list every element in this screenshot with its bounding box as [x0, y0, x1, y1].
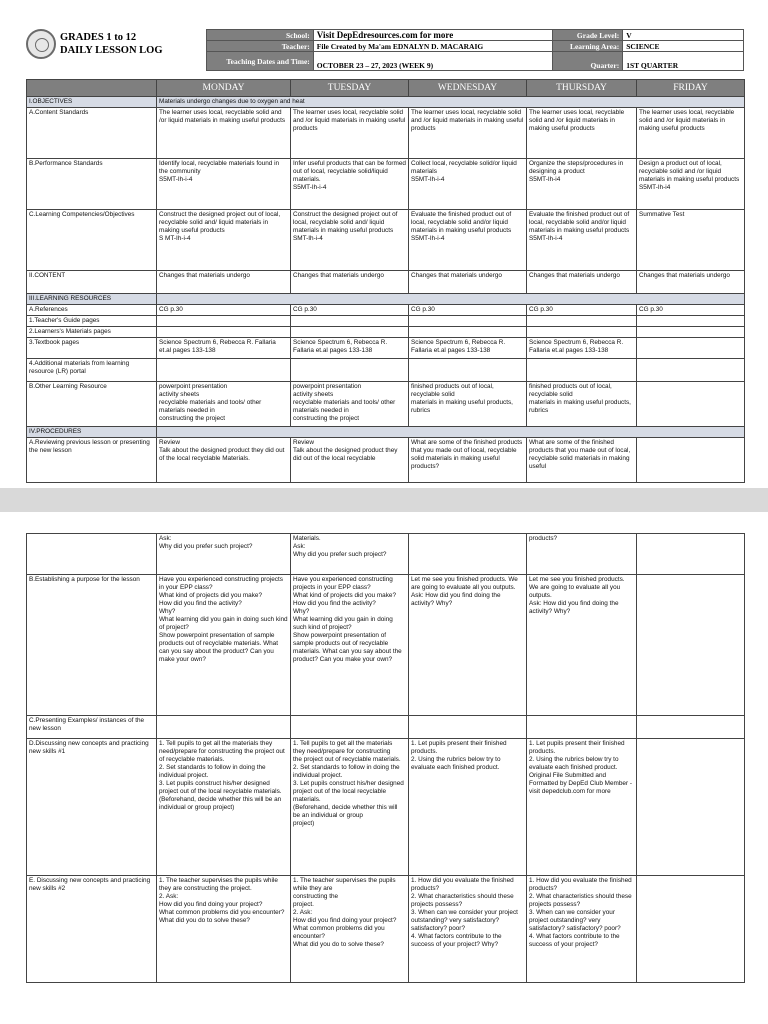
row-label: E. Discussing new concepts and practicing new skills #2: [27, 876, 157, 983]
row-label: 4.Additional materials from learning resource (LR) portal: [27, 359, 157, 382]
cell-thursday: [527, 316, 637, 327]
cell-tuesday: 1. Tell pupils to get all the materials they need/prepare for constructing the project out of recyclable materials. 2. Set standards to follow in doing the individual project. 3. Let pupils construct his/her designed project out of the local recyclable materials. (Beforehand, decide whether this will be an individual or group project): [291, 739, 409, 876]
cell-friday: [637, 739, 745, 876]
day-header-blank: [27, 80, 157, 97]
cell-tuesday: powerpoint presentation activity sheets recyclable materials and tools/ other materials needed in constructing the project: [291, 382, 409, 427]
row-label: D.Discussing new concepts and practicing new skills #1: [27, 739, 157, 876]
cell-tuesday: [291, 716, 409, 739]
cell-thursday: Let me see you finished products. We are going to evaluate all you outputs. Ask: How did you find doing the activity? Why?: [527, 575, 637, 716]
row-label: C.Learning Competencies/Objectives: [27, 210, 157, 271]
row-label: A.Reviewing previous lesson or presenting the new lesson: [27, 438, 157, 483]
cell-friday: [637, 359, 745, 382]
lesson-table-page-2: [26, 533, 745, 983]
lesson-log-header: [26, 29, 744, 73]
cell-wednesday: 1. How did you evaluate the finished products? 2. What characteristics should these projects possess? 3. When can we consider your project outstanding? very satisfactory? satisfactory? poor? 4. What factors contribute to the success of your project? Why?: [409, 876, 527, 983]
cell-monday: Review Talk about the designed product they did out of the local recyclable Materials.: [157, 438, 291, 483]
school-value: Visit DepEdresources.com for more: [313, 30, 553, 41]
row-label: IV.PROCEDURES: [27, 427, 157, 438]
cell-monday: Construct the designed project out of local, recyclable solid and/ liquid materials in making useful products S MT-Ih-i-4: [157, 210, 291, 271]
section-band-cell: [157, 294, 745, 305]
row-label: 1.Teacher's Guide pages: [27, 316, 157, 327]
table-row: [27, 382, 745, 427]
cell-wednesday: Changes that materials undergo: [409, 271, 527, 294]
cell-wednesday: What are some of the finished products that you made out of local, recyclable solid materials in making useful products?: [409, 438, 527, 483]
cell-friday: [637, 327, 745, 338]
cell-thursday: products?: [527, 534, 637, 575]
cell-friday: CG p.30: [637, 305, 745, 316]
row-label: B.Performance Standards: [27, 159, 157, 210]
grade-label: Grade Level:: [553, 30, 623, 41]
cell-tuesday: CG p.30: [291, 305, 409, 316]
cell-thursday: [527, 359, 637, 382]
row-label: B.Establishing a purpose for the lesson: [27, 575, 157, 716]
table-row: [27, 294, 745, 305]
cell-friday: Changes that materials undergo: [637, 271, 745, 294]
table-row: [27, 97, 745, 108]
cell-monday: 1. Tell pupils to get all the materials they need/prepare for constructing the project out of recyclable materials. 2. Set standards to follow in doing the individual project. 3. Let pupils construct his/her designed project out of the local recyclable materials. (Beforehand, decide whether this will be an individual or group project): [157, 739, 291, 876]
quarter-value: 1ST QUARTER: [623, 52, 744, 71]
cell-monday: 1. The teacher supervises the pupils while they are constructing the project. 2. Ask: How did you find doing your project? What common problems did you encounter? What did you do to solve these?: [157, 876, 291, 983]
cell-wednesday: The learner uses local, recyclable solid and /or liquid materials in making useful products: [409, 108, 527, 159]
day-header-friday: FRIDAY: [637, 80, 745, 97]
section-band-cell: [157, 427, 745, 438]
row-label: [27, 534, 157, 575]
row-label: II.CONTENT: [27, 271, 157, 294]
cell-monday: Changes that materials undergo: [157, 271, 291, 294]
dates-value: OCTOBER 23 – 27, 2023 (WEEK 9): [313, 52, 553, 71]
cell-tuesday: Review Talk about the designed product they did out of the local recyclable: [291, 438, 409, 483]
table-row: [27, 739, 745, 876]
dates-label: Teaching Dates and Time:: [207, 52, 314, 71]
table-row: [27, 338, 745, 359]
cell-tuesday: [291, 327, 409, 338]
cell-friday: The learner uses local, recyclable solid and /or liquid materials in making useful products: [637, 108, 745, 159]
table-row: [27, 359, 745, 382]
cell-wednesday: finished products out of local, recyclable solid materials in making useful products, rubrics: [409, 382, 527, 427]
cell-monday: powerpoint presentation activity sheets recyclable materials and tools/ other materials needed in constructing the project: [157, 382, 291, 427]
logo-text: [60, 31, 163, 57]
cell-tuesday: 1. The teacher supervises the pupils while they are constructing the project. 2. Ask: How did you find doing your project? What common problems did you encounter? What did you do to solve these?: [291, 876, 409, 983]
row-label: III.LEARNING RESOURCES: [27, 294, 157, 305]
cell-tuesday: The learner uses local, recyclable solid and /or liquid materials in making useful products: [291, 108, 409, 159]
cell-wednesday: [409, 359, 527, 382]
cell-tuesday: [291, 359, 409, 382]
table-row: [27, 316, 745, 327]
day-header-monday: MONDAY: [157, 80, 291, 97]
cell-monday: [157, 327, 291, 338]
day-header-row: [27, 80, 745, 97]
section-band-cell: Materials undergo changes due to oxygen and heat: [157, 97, 745, 108]
cell-friday: [637, 534, 745, 575]
table-row: [27, 716, 745, 739]
table-row: [27, 271, 745, 294]
page-1: [0, 0, 768, 488]
cell-monday: The learner uses local, recyclable solid and /or liquid materials in making useful products: [157, 108, 291, 159]
cell-thursday: [527, 327, 637, 338]
cell-tuesday: [291, 316, 409, 327]
cell-tuesday: Construct the designed project out of local, recyclable solid and/ liquid materials in making useful products SMT-Ih-i-4: [291, 210, 409, 271]
cell-monday: CG p.30: [157, 305, 291, 316]
logo-title: GRADES 1 to 12: [60, 32, 137, 43]
cell-monday: [157, 716, 291, 739]
cell-friday: [637, 575, 745, 716]
cell-monday: Ask: Why did you prefer such project?: [157, 534, 291, 575]
cell-tuesday: Infer useful products that can be formed out of local, recyclable solid/liquid materials. S5MT-Ih-i-4: [291, 159, 409, 210]
cell-wednesday: Science Spectrum 6, Rebecca R. Fallaria et.al pages 133-138: [409, 338, 527, 359]
area-value: SCIENCE: [623, 41, 744, 52]
cell-monday: Have you experienced constructing projects in your EPP class? What kind of projects did you make? How did you find the activity? Why? What learning did you gain in doing such kind of project? Show powerpoint presentation of sample products out of recyclable materials. What can you say about the product? Can you make your own?: [157, 575, 291, 716]
cell-wednesday: Collect local, recyclable solid/or liquid materials S5MT-Ih-i-4: [409, 159, 527, 210]
table-row: [27, 159, 745, 210]
cell-monday: [157, 316, 291, 327]
table-row: [27, 108, 745, 159]
cell-wednesday: [409, 534, 527, 575]
quarter-label: Quarter:: [553, 52, 623, 71]
day-header-wednesday: WEDNESDAY: [409, 80, 527, 97]
table-row: [27, 427, 745, 438]
row-label: I.OBJECTIVES: [27, 97, 157, 108]
row-label: 2.Learners's Materials pages: [27, 327, 157, 338]
cell-friday: [637, 316, 745, 327]
cell-thursday: 1. How did you evaluate the finished products? 2. What characteristics should these projects possess? 3. When can we consider your project outstanding? very satisfactory? satisfactory? poor? 4. What factors contribute to the success of your project?: [527, 876, 637, 983]
logo-subtitle: DAILY LESSON LOG: [60, 45, 163, 56]
cell-monday: Science Spectrum 6, Rebecca R. Fallaria et.al pages 133-138: [157, 338, 291, 359]
table-row: [27, 575, 745, 716]
school-label: School:: [207, 30, 314, 41]
row-label: B.Other Learning Resource: [27, 382, 157, 427]
teacher-value: File Created by Ma'am EDNALYN D. MACARAIG: [313, 41, 553, 52]
cell-thursday: Evaluate the finished product out of local, recyclable solid and/or liquid materials in making useful products S5MT-Ih-i-4: [527, 210, 637, 271]
cell-thursday: Science Spectrum 6, Rebecca R. Fallaria et.al pages 133-138: [527, 338, 637, 359]
cell-thursday: 1. Let pupils present their finished products. 2. Using the rubrics below try to evaluate each finished product. Original File Submitted and Formatted by DepEd Club Member - visit depedclub.com for more: [527, 739, 637, 876]
cell-thursday: CG p.30: [527, 305, 637, 316]
page-2: [0, 512, 768, 1024]
cell-friday: [637, 876, 745, 983]
cell-tuesday: Materials. Ask: Why did you prefer such project?: [291, 534, 409, 575]
cell-wednesday: Let me see you finished products. We are going to evaluate all you outputs. Ask: How did you find doing the activity? Why?: [409, 575, 527, 716]
table-row: [27, 210, 745, 271]
table-row: [27, 876, 745, 983]
cell-friday: [637, 716, 745, 739]
cell-thursday: Organize the steps/procedures in designing a product S5MT-Ih-i4: [527, 159, 637, 210]
area-label: Learning Area:: [553, 41, 623, 52]
cell-monday: [157, 359, 291, 382]
table-row: [27, 438, 745, 483]
cell-friday: Summative Test: [637, 210, 745, 271]
cell-wednesday: 1. Let pupils present their finished products. 2. Using the rubrics below try to evaluate each finished product.: [409, 739, 527, 876]
row-label: A.Content Standards: [27, 108, 157, 159]
deped-seal-icon: [26, 29, 56, 59]
cell-friday: [637, 438, 745, 483]
header-info-table: [206, 29, 744, 71]
row-label: C.Presenting Examples/ instances of the new lesson: [27, 716, 157, 739]
cell-monday: Identify local, recyclable materials found in the community S5MT-Ih-i-4: [157, 159, 291, 210]
row-label: A.References: [27, 305, 157, 316]
cell-friday: [637, 338, 745, 359]
day-header-tuesday: TUESDAY: [291, 80, 409, 97]
cell-wednesday: CG p.30: [409, 305, 527, 316]
cell-tuesday: Changes that materials undergo: [291, 271, 409, 294]
cell-tuesday: Science Spectrum 6, Rebecca R. Fallaria et.al pages 133-138: [291, 338, 409, 359]
row-label: 3.Textbook pages: [27, 338, 157, 359]
grade-value: V: [623, 30, 744, 41]
cell-friday: Design a product out of local, recyclable solid and /or liquid materials in making useful products S5MT-Ih-i4: [637, 159, 745, 210]
table-row: [27, 305, 745, 316]
table-row: [27, 534, 745, 575]
cell-wednesday: [409, 327, 527, 338]
cell-friday: [637, 382, 745, 427]
teacher-label: Teacher:: [207, 41, 314, 52]
cell-wednesday: Evaluate the finished product out of local, recyclable solid and/or liquid materials in making useful products S5MT-Ih-i-4: [409, 210, 527, 271]
cell-thursday: The learner uses local, recyclable solid and /or liquid materials in making useful products: [527, 108, 637, 159]
cell-thursday: [527, 716, 637, 739]
lesson-table-page-1: [26, 79, 745, 483]
cell-tuesday: Have you experienced constructing projects in your EPP class? What kind of projects did you make? How did you find the activity? Why? What learning did you gain in doing such kind of project? Show powerpoint presentation of sample products out of recyclable materials. What can you say about the product? Can you make your own?: [291, 575, 409, 716]
cell-wednesday: [409, 716, 527, 739]
cell-wednesday: [409, 316, 527, 327]
cell-thursday: What are some of the finished products that you made out of local, recyclable solid materials in making useful: [527, 438, 637, 483]
day-header-thursday: THURSDAY: [527, 80, 637, 97]
cell-thursday: finished products out of local, recyclable solid materials in making useful products, rubrics: [527, 382, 637, 427]
table-row: [27, 327, 745, 338]
cell-thursday: Changes that materials undergo: [527, 271, 637, 294]
